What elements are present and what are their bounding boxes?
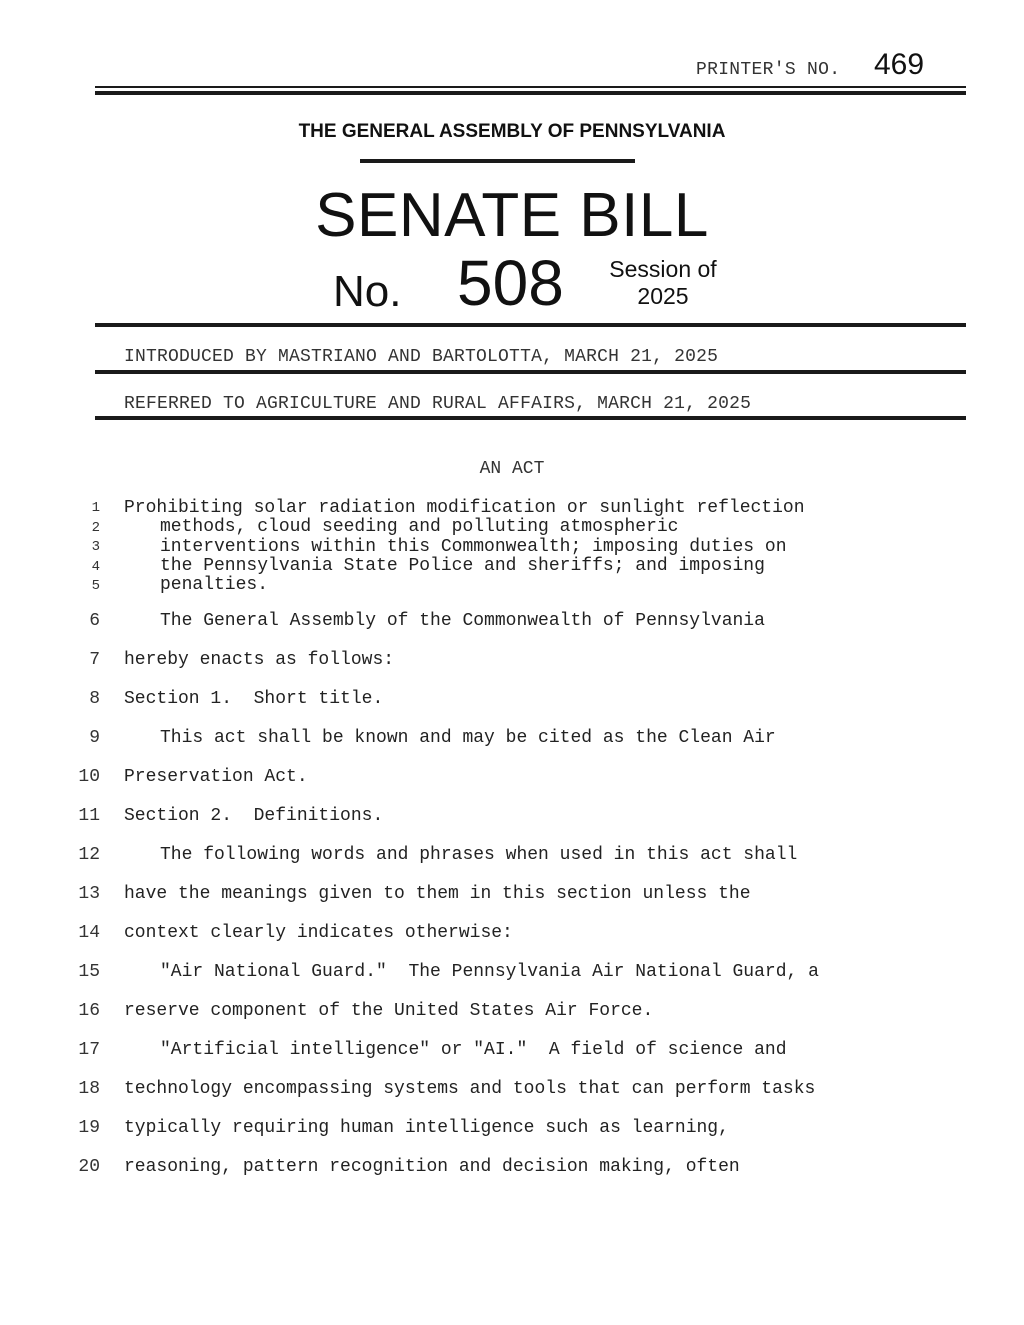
introduced-rule [95,370,966,374]
body-line: context clearly indicates otherwise: [124,923,513,943]
line-number: 15 [78,962,100,982]
top-rule-thick [95,91,966,95]
body-line: The General Assembly of the Commonwealth of Pennsylvania [160,611,765,631]
act-title: AN ACT [479,459,545,479]
body-line: have the meanings given to them in this section unless the [124,884,751,904]
introduced-line: INTRODUCED BY MASTRIANO AND BARTOLOTTA, MARCH 21, 2025 [124,347,719,367]
line-number: 11 [78,806,100,826]
line-number: 5 [91,578,100,594]
assembly-divider [360,159,635,163]
line-number: 13 [78,884,100,904]
preamble-line: the Pennsylvania State Police and sheriffs; and imposing [160,556,765,576]
line-number: 10 [78,767,100,787]
line-number: 9 [89,728,100,748]
body-line: The following words and phrases when used in this act shall [160,845,798,865]
definition-line: "Artificial intelligence" or "AI." A field of science and [160,1040,787,1060]
line-number: 17 [78,1040,100,1060]
preamble-line: methods, cloud seeding and polluting atmospheric [160,517,679,537]
bill-no-label: No. [333,267,402,316]
line-number: 3 [91,539,100,555]
assembly-heading: THE GENERAL ASSEMBLY OF PENNSYLVANIA [298,121,726,142]
line-number: 8 [89,689,100,709]
body-line: reserve component of the United States Air Force. [124,1001,654,1021]
referred-rule [95,416,966,420]
body-line: Preservation Act. [124,767,308,787]
line-number: 6 [89,611,100,631]
bill-number: 508 [457,247,564,319]
definition-line: "Air National Guard." The Pennsylvania Air National Guard, a [160,962,819,982]
line-number: 16 [78,1001,100,1021]
line-number: 20 [78,1157,100,1177]
body-line: typically requiring human intelligence such as learning, [124,1118,729,1138]
bill-type: SENATE BILL [315,181,709,250]
header-bottom-rule [95,323,966,327]
line-number: 1 [91,500,100,516]
body-line: technology encompassing systems and tools that can perform tasks [124,1079,816,1099]
body-line: hereby enacts as follows: [124,650,395,670]
section-heading: Section 2. Definitions. [124,806,384,826]
preamble-line: interventions within this Commonwealth; imposing duties on [160,537,787,557]
session [598,256,728,310]
body-line: reasoning, pattern recognition and decision making, often [124,1157,740,1177]
session-year: 2025 [637,283,689,309]
printer-number: 469 [874,48,925,81]
referred-line: REFERRED TO AGRICULTURE AND RURAL AFFAIRS, MARCH 21, 2025 [124,394,752,414]
top-rule-thin [95,86,966,88]
line-number: 7 [89,650,100,670]
session-label: Session of [609,256,717,282]
line-number: 18 [78,1079,100,1099]
line-number: 12 [78,845,100,865]
printer-label: PRINTER'S NO. [696,60,841,80]
line-number: 2 [91,520,100,536]
body-line: This act shall be known and may be cited as the Clean Air [160,728,776,748]
section-heading: Section 1. Short title. [124,689,384,709]
line-number: 4 [91,559,100,575]
line-number: 14 [78,923,100,943]
line-number: 19 [78,1118,100,1138]
preamble-line: penalties. [160,575,269,595]
preamble-line: Prohibiting solar radiation modification or sunlight reflection [124,498,805,518]
